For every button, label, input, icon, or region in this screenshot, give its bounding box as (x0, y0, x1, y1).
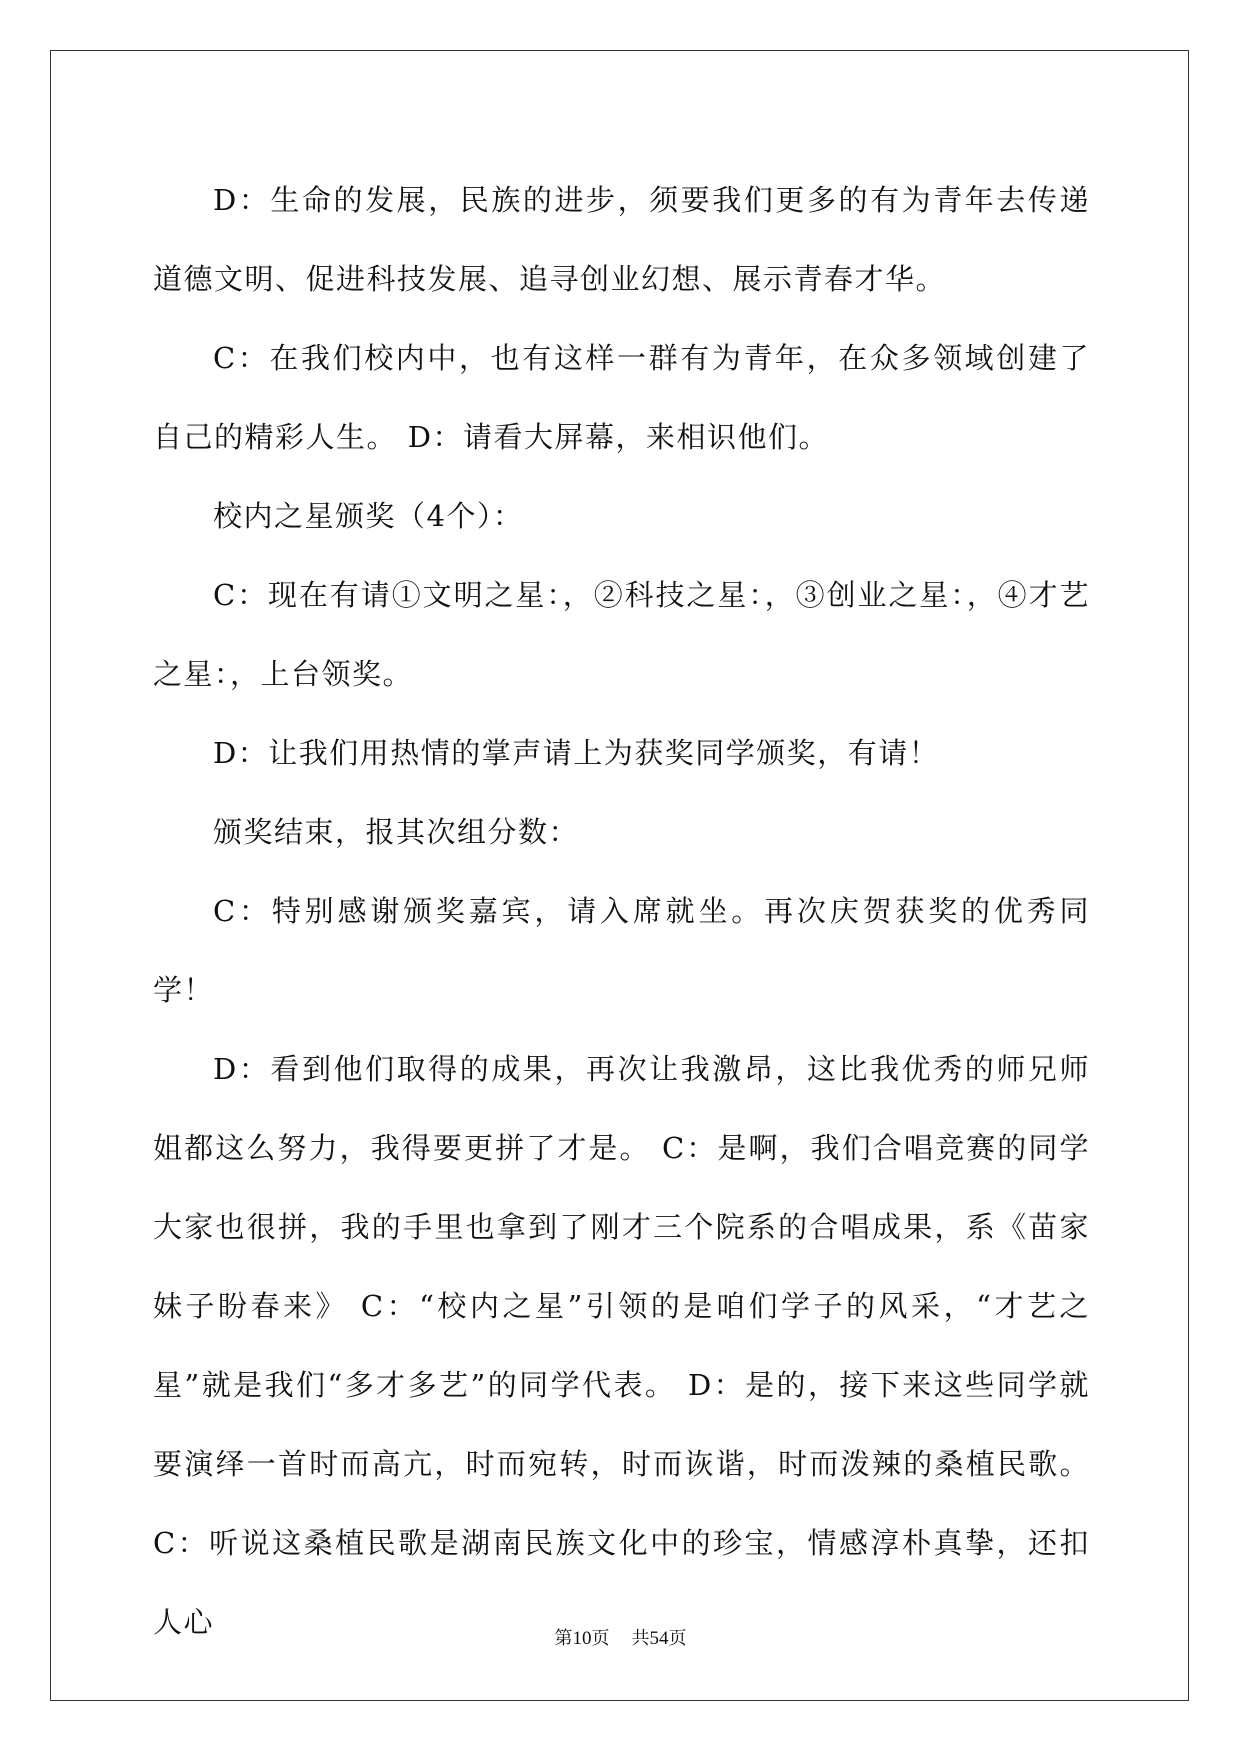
paragraph: D：让我们用热情的掌声请上为获奖同学颁奖，有请！ (213, 736, 940, 770)
footer-page-suffix: 页 (591, 1628, 610, 1649)
page-footer (0, 1624, 1241, 1650)
paragraph: 颁奖结束，报其次组分数： (213, 815, 580, 849)
paragraph: 校内之星颁奖（4个）： (213, 499, 524, 533)
paragraph: C：特别感谢颁奖嘉宾，请入席就坐。再次庆贺获奖的优秀同学！ (153, 894, 1090, 1007)
footer-total-prefix: 共 (631, 1628, 650, 1649)
paragraph: C：在我们校内中，也有这样一群有为青年，在众多领域创建了自己的精彩人生。 D：请看大屏幕，来相识他们。 (153, 341, 1090, 454)
footer-prefix: 第 (554, 1628, 573, 1649)
paragraph: D：生命的发展，民族的进步，须要我们更多的有为青年去传递道德文明、促进科技发展、追寻创业幻想、展示青春才华。 (153, 183, 1090, 296)
footer-total-suffix: 页 (668, 1628, 687, 1649)
total-pages-number: 54 (649, 1628, 669, 1649)
current-page-number: 10 (572, 1628, 592, 1649)
document-body (153, 161, 1090, 1662)
paragraph: C：现在有请①文明之星：，②科技之星：，③创业之星：，④才艺之星：，上台领奖。 (153, 578, 1090, 691)
paragraph: D：看到他们取得的成果，再次让我激昂，这比我优秀的师兄师姐都这么努力，我得要更拼了才是。 C：是啊，我们合唱竞赛的同学大家也很拼，我的手里也拿到了刚才三个院系的合唱成果，系《苗家妹子盼春来》 C：“校内之星”引领的是咱们学子的风采，“才艺之星”就是我们“多才多艺”的同学代表。 D：是的，接下来这些同学就要演绎一首时而高亢，时而宛转，时而诙谐，时而泼辣的桑植民歌。 C：听说这桑植民歌是湖南民族文化中的珍宝，情感淳朴真挚，还扣人心 (153, 1052, 1090, 1639)
